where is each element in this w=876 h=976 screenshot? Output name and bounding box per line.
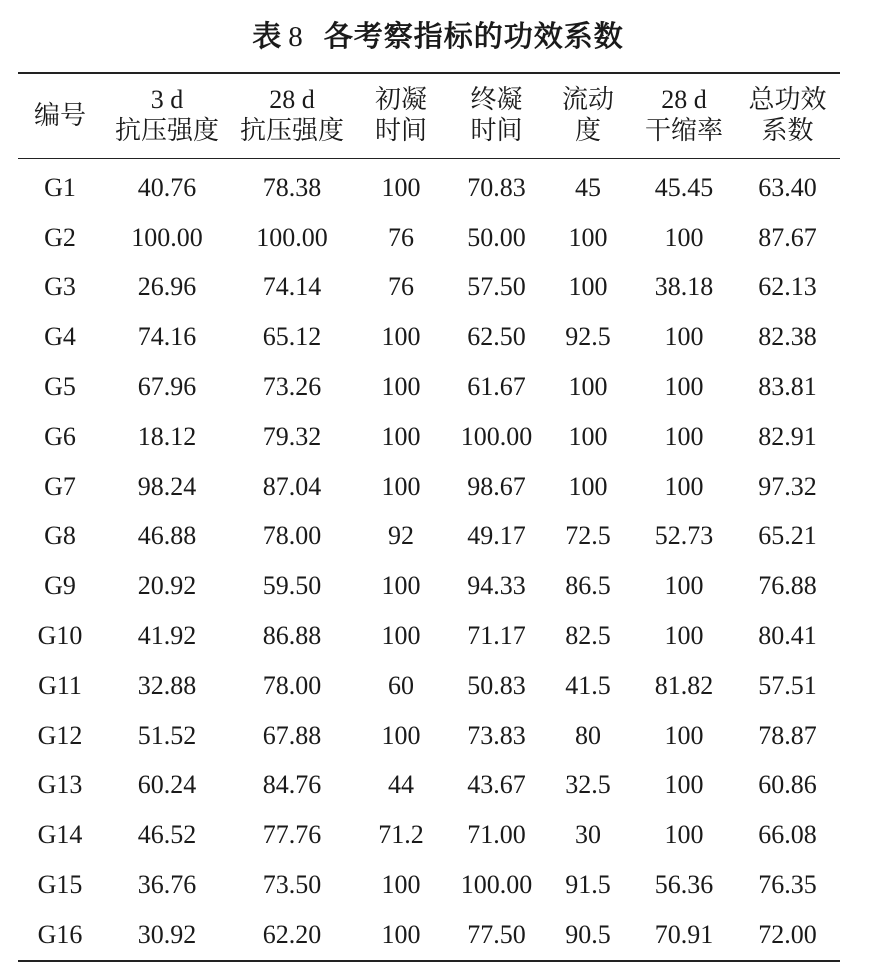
header-28d-compressive-strength xyxy=(232,73,352,159)
table-row xyxy=(18,761,840,811)
table-cell: 100 xyxy=(568,471,608,501)
header-row xyxy=(18,73,840,159)
row-id-cell: G4 xyxy=(44,322,76,352)
table-cell: 74.14 xyxy=(262,272,322,302)
header-line: 初凝 xyxy=(374,85,427,114)
table-cell: 71.2 xyxy=(378,820,424,850)
table-cell: 100 xyxy=(381,421,421,451)
table-cell: 81.82 xyxy=(654,670,714,700)
table-row xyxy=(18,512,840,562)
table-cell: 100 xyxy=(664,720,704,750)
table-cell: 62.50 xyxy=(467,322,526,352)
table-cell: 100 xyxy=(568,372,608,402)
table-cell: 32.5 xyxy=(565,770,611,800)
table-cell: 52.73 xyxy=(654,521,714,551)
table-cell: 72.00 xyxy=(758,919,817,949)
table-row xyxy=(18,711,840,761)
table-cell: 73.26 xyxy=(262,372,322,402)
row-id-cell: G11 xyxy=(38,670,82,700)
table-cell: 71.17 xyxy=(467,621,526,651)
table-cell: 44 xyxy=(388,770,414,800)
table-cell: 40.76 xyxy=(137,172,197,202)
table-cell: 100 xyxy=(664,421,704,451)
table-cell: 83.81 xyxy=(758,372,817,402)
table-row xyxy=(18,910,840,961)
table-cell: 100 xyxy=(664,471,704,501)
table-cell: 60.24 xyxy=(137,770,197,800)
row-id-cell: G14 xyxy=(37,820,83,850)
table-row xyxy=(18,860,840,910)
table-row xyxy=(18,412,840,462)
table-cell: 100.00 xyxy=(460,870,533,900)
table-cell: 100 xyxy=(381,919,421,949)
table-cell: 26.96 xyxy=(137,272,197,302)
header-line: 3 d xyxy=(150,85,184,114)
table-cell: 62.13 xyxy=(758,272,817,302)
table-cell: 77.76 xyxy=(262,820,322,850)
table-cell: 63.40 xyxy=(758,172,817,202)
table-cell: 90.5 xyxy=(565,919,611,949)
header-line: 编号 xyxy=(33,100,86,130)
table-cell: 100 xyxy=(568,272,608,302)
table-cell: 76.88 xyxy=(758,571,817,601)
table-cell: 87.04 xyxy=(262,471,322,501)
table-cell: 100 xyxy=(664,770,704,800)
row-id-cell: G10 xyxy=(37,621,83,651)
table-cell: 61.67 xyxy=(467,372,526,402)
table-cell: 100 xyxy=(381,571,421,601)
row-id-cell: G3 xyxy=(44,272,76,302)
table-cell: 100 xyxy=(568,222,608,252)
table-cell: 41.5 xyxy=(565,670,611,700)
table-cell: 45.45 xyxy=(654,172,714,202)
table-cell: 82.38 xyxy=(758,322,817,352)
table-cell: 100 xyxy=(381,172,421,202)
table-cell: 65.21 xyxy=(758,521,817,551)
table-cell: 38.18 xyxy=(654,272,714,302)
table-cell: 20.92 xyxy=(137,571,197,601)
table-cell: 65.12 xyxy=(262,322,322,352)
table-row xyxy=(18,362,840,412)
table-cell: 57.51 xyxy=(758,670,817,700)
table-cell: 56.36 xyxy=(654,870,714,900)
table-cell: 62.20 xyxy=(262,919,322,949)
header-line: 时间 xyxy=(374,116,427,145)
table-cell: 43.67 xyxy=(467,770,526,800)
header-line: 总功效 xyxy=(748,85,827,114)
table-cell: 30.92 xyxy=(137,919,197,949)
table-cell: 76.35 xyxy=(758,870,817,900)
efficacy-coefficient-table xyxy=(18,72,840,962)
row-id-cell: G2 xyxy=(44,222,76,252)
row-id-cell: G1 xyxy=(44,172,76,202)
table-row xyxy=(18,462,840,512)
header-total-efficacy-coefficient xyxy=(735,73,840,159)
table-cell: 76 xyxy=(388,222,414,252)
row-id-cell: G13 xyxy=(37,770,83,800)
table-cell: 80.41 xyxy=(758,621,817,651)
header-line: 抗压强度 xyxy=(239,116,344,145)
table-cell: 100 xyxy=(381,720,421,750)
table-cell: 86.5 xyxy=(565,571,611,601)
table-cell: 74.16 xyxy=(137,322,197,352)
table-cell: 79.32 xyxy=(262,421,322,451)
header-line: 28 d xyxy=(269,85,315,114)
table-cell: 70.83 xyxy=(467,172,526,202)
table-cell: 46.52 xyxy=(137,820,197,850)
table-cell: 57.50 xyxy=(467,272,526,302)
table-cell: 100 xyxy=(381,621,421,651)
table-cell: 32.88 xyxy=(137,670,197,700)
table-cell: 92 xyxy=(388,521,414,551)
header-final-setting-time xyxy=(450,73,543,159)
table-row xyxy=(18,810,840,860)
table-cell: 100 xyxy=(664,571,704,601)
header-line: 流动 xyxy=(561,85,614,114)
table-cell: 76 xyxy=(388,272,414,302)
table-cell: 46.88 xyxy=(137,521,197,551)
table-cell: 71.00 xyxy=(467,820,526,850)
header-line: 系数 xyxy=(761,116,814,145)
table-cell: 49.17 xyxy=(467,521,526,551)
table-cell: 50.00 xyxy=(467,222,526,252)
table-cell: 78.00 xyxy=(262,521,322,551)
row-id-cell: G7 xyxy=(44,471,76,501)
header-28d-drying-shrinkage xyxy=(633,73,735,159)
table-cell: 100 xyxy=(381,870,421,900)
table-row xyxy=(18,611,840,661)
header-line: 时间 xyxy=(470,116,523,145)
header-3d-compressive-strength xyxy=(102,73,232,159)
header-id xyxy=(18,73,102,159)
table-cell: 41.92 xyxy=(137,621,197,651)
table-cell: 100 xyxy=(664,820,704,850)
table-cell: 50.83 xyxy=(467,670,526,700)
table-cell: 84.76 xyxy=(262,770,322,800)
table-cell: 87.67 xyxy=(758,222,817,252)
table-cell: 45 xyxy=(575,172,601,202)
row-id-cell: G6 xyxy=(44,421,76,451)
table-cell: 30 xyxy=(575,820,601,850)
row-id-cell: G8 xyxy=(44,521,76,551)
header-fluidity xyxy=(543,73,633,159)
table-cell: 100 xyxy=(381,471,421,501)
table-row xyxy=(18,213,840,263)
table-cell: 98.67 xyxy=(467,471,526,501)
header-line: 抗压强度 xyxy=(114,116,219,145)
table-cell: 82.5 xyxy=(565,621,611,651)
table-cell: 92.5 xyxy=(565,322,611,352)
table-title-number: 8 xyxy=(288,21,304,53)
table-cell: 100 xyxy=(664,621,704,651)
table-cell: 60 xyxy=(388,670,414,700)
header-line: 终凝 xyxy=(470,85,523,114)
table-cell: 100.00 xyxy=(460,421,533,451)
table-cell: 60.86 xyxy=(758,770,817,800)
table-row xyxy=(18,263,840,313)
table-cell: 59.50 xyxy=(262,571,322,601)
table-cell: 86.88 xyxy=(262,621,322,651)
table-cell: 36.76 xyxy=(137,870,197,900)
table-row xyxy=(18,159,840,213)
table-row xyxy=(18,312,840,362)
table-cell: 100 xyxy=(664,222,704,252)
table-cell: 100 xyxy=(664,372,704,402)
table-header xyxy=(18,73,840,159)
table-cell: 98.24 xyxy=(137,471,197,501)
row-id-cell: G9 xyxy=(44,571,76,601)
table-cell: 78.38 xyxy=(262,172,322,202)
table-cell: 97.32 xyxy=(758,471,817,501)
table-cell: 100 xyxy=(664,322,704,352)
table-cell: 91.5 xyxy=(565,870,611,900)
table-cell: 66.08 xyxy=(758,820,817,850)
table-cell: 78.87 xyxy=(758,720,817,750)
header-line: 度 xyxy=(574,116,601,145)
row-id-cell: G16 xyxy=(37,919,83,949)
table-cell: 100.00 xyxy=(256,222,328,252)
header-initial-setting-time xyxy=(352,73,450,159)
table-cell: 73.83 xyxy=(467,720,526,750)
table-body xyxy=(18,159,840,961)
row-id-cell: G15 xyxy=(37,870,83,900)
header-line: 干缩率 xyxy=(644,116,723,145)
table-cell: 72.5 xyxy=(565,521,611,551)
row-id-cell: G12 xyxy=(37,720,83,750)
table-cell: 100 xyxy=(381,372,421,402)
table-title-label: 表 xyxy=(252,19,283,53)
table-row xyxy=(18,561,840,611)
table-cell: 18.12 xyxy=(137,421,197,451)
table-cell: 100.00 xyxy=(131,222,203,252)
table-title-text: 各考察指标的功效系数 xyxy=(323,19,624,53)
table-cell: 70.91 xyxy=(654,919,714,949)
table-cell: 67.96 xyxy=(137,372,197,402)
row-id-cell: G5 xyxy=(44,372,76,402)
table-cell: 82.91 xyxy=(758,421,817,451)
table-cell: 100 xyxy=(381,322,421,352)
table-cell: 78.00 xyxy=(262,670,322,700)
table-cell: 73.50 xyxy=(262,870,322,900)
table-cell: 100 xyxy=(568,421,608,451)
table-cell: 80 xyxy=(575,720,601,750)
table-cell: 51.52 xyxy=(137,720,197,750)
table-cell: 77.50 xyxy=(467,919,526,949)
table-row xyxy=(18,661,840,711)
table-title xyxy=(0,14,876,55)
table-cell: 67.88 xyxy=(262,720,322,750)
header-line: 28 d xyxy=(661,85,707,114)
table-cell: 94.33 xyxy=(467,571,526,601)
